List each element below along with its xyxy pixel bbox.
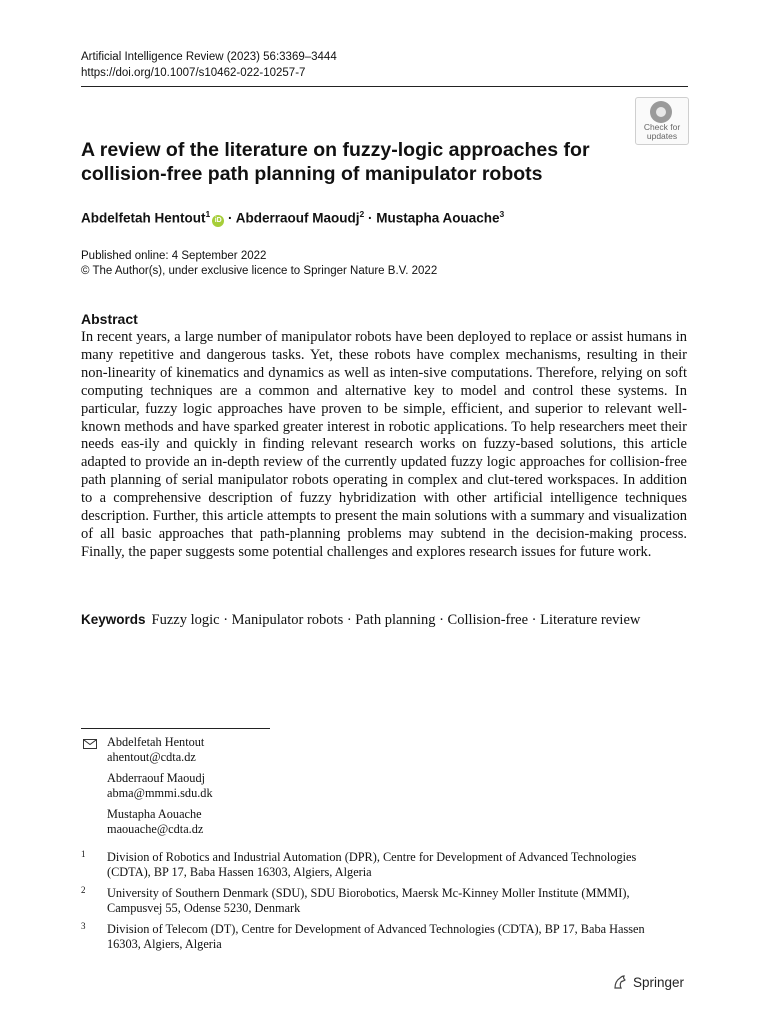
contact-email[interactable]: abma@mmmi.sdu.dk bbox=[107, 786, 213, 800]
keywords-section bbox=[81, 611, 687, 629]
published-date: Published online: 4 September 2022 bbox=[81, 250, 267, 262]
journal-citation bbox=[81, 49, 337, 81]
publisher-name: Springer bbox=[633, 974, 685, 990]
contact-entry bbox=[107, 807, 203, 837]
author-separator: · bbox=[364, 210, 377, 226]
author-affiliation-mark: 1 bbox=[205, 209, 211, 219]
keywords-list: Fuzzy logic · Manipulator robots · Path planning · Collision-free · Literature review bbox=[151, 612, 641, 628]
footnote-rule bbox=[81, 728, 270, 729]
author-list bbox=[81, 209, 504, 227]
contact-name: Abderraouf Maoudj bbox=[107, 771, 206, 785]
author-name[interactable]: Mustapha Aouache bbox=[376, 210, 500, 226]
keywords-label: Keywords bbox=[81, 612, 146, 627]
header-rule bbox=[81, 86, 688, 87]
contact-entry bbox=[107, 735, 204, 765]
affiliation-number: 1 bbox=[81, 849, 86, 859]
affiliation-number: 3 bbox=[81, 921, 86, 931]
abstract-text: In recent years, a large number of manipulator robots have been deployed to replace or assist humans in many repetitive and dangerous tasks. Yet, these robots have complex mechanisms, resulting in their non-linearity of kinematics and dynamics as well as inten-sive computations. Therefore, relying on soft computing techniques are a common and alternative key to model and control these systems. In particular, fuzzy logic approaches have proven to be simple, efficient, and superior to relevant well-known methods and have sparked greater interest in robotic applications. To help researchers meet their needs eas-ily and quickly in finding relevant research works on fuzzy-based solutions, this article adapted to provide an in-depth review of the currently updated fuzzy logic approaches for collision-free path planning of serial manipulator robots operating in complex and clut-tered workspaces. In addition to a comprehensive description of fuzzy hybridization with other artificial intelligence techniques description. Further, this article attempts to present the main solutions with a summary and visualization of all basic approaches that path-planning problems may subtend in the decision-making process. Finally, the paper suggests some potential challenges and explores research issues for future work. bbox=[81, 329, 687, 560]
affiliation-number: 2 bbox=[81, 885, 86, 895]
copyright-line: © The Author(s), under exclusive licence to Springer Nature B.V. 2022 bbox=[81, 265, 438, 277]
author-affiliation-mark: 3 bbox=[499, 209, 505, 219]
author-affiliation-mark: 2 bbox=[359, 209, 365, 219]
publisher-logo bbox=[612, 974, 684, 990]
publication-info bbox=[81, 249, 437, 279]
author-name[interactable]: Abderraouf Maoudj bbox=[235, 210, 360, 226]
journal-line: Artificial Intelligence Review (2023) 56:3369–3444 bbox=[81, 51, 337, 63]
check-for-updates-badge[interactable] bbox=[635, 97, 689, 145]
abstract-heading: Abstract bbox=[81, 311, 138, 327]
affiliation-text: University of Southern Denmark (SDU), SDU Biorobotics, Maersk Mc-Kinney Moller Institute (MMMI), Campusvej 55, Odense 5230, Denmark bbox=[107, 886, 630, 915]
contact-entry bbox=[107, 771, 213, 801]
envelope-icon bbox=[83, 739, 97, 749]
doi-link[interactable]: https://doi.org/10.1007/s10462-022-10257-7 bbox=[81, 67, 306, 79]
author-separator: · bbox=[224, 210, 236, 226]
paper-title: A review of the literature on fuzzy-logic approaches for collision-free path planning of manipulator robots bbox=[81, 139, 590, 185]
affiliation-text: Division of Telecom (DT), Centre for Development of Advanced Technologies (CDTA), BP 17, Baba Hassen 16303, Algiers, Algeria bbox=[107, 922, 645, 951]
contact-name: Mustapha Aouache bbox=[107, 807, 202, 821]
contact-email[interactable]: ahentout@cdta.dz bbox=[107, 750, 196, 764]
affiliation-text: Division of Robotics and Industrial Automation (DPR), Centre for Development of Advanced Technologies (CDTA), BP 17, Baba Hassen 16303, Algiers, Algeria bbox=[107, 850, 637, 879]
contact-email[interactable]: maouache@cdta.dz bbox=[107, 822, 204, 836]
check-updates-icon bbox=[650, 101, 672, 123]
author-name[interactable]: Abdelfetah Hentout bbox=[81, 210, 206, 226]
badge-line-1: Check for bbox=[643, 122, 681, 132]
orcid-icon[interactable]: iD bbox=[212, 215, 224, 227]
contact-name: Abdelfetah Hentout bbox=[107, 735, 205, 749]
badge-line-2: updates bbox=[646, 131, 678, 141]
springer-horse-icon bbox=[612, 974, 628, 990]
